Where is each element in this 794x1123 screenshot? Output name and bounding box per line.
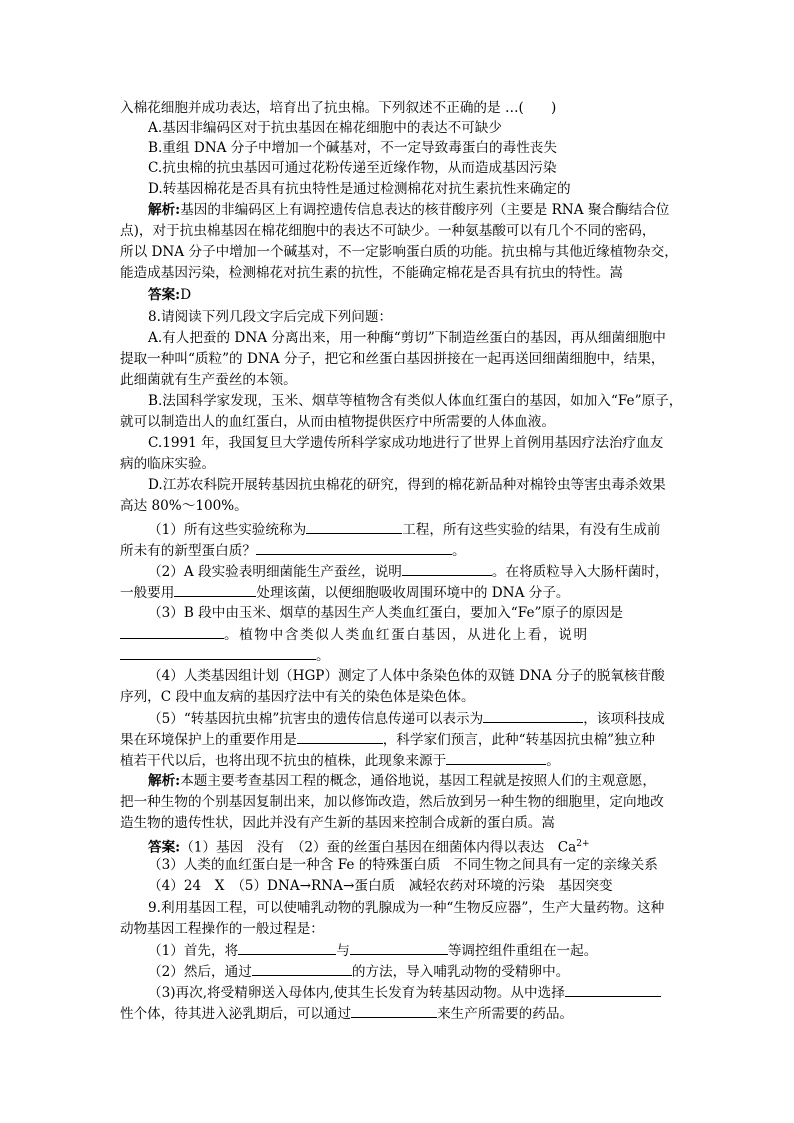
q8-sub5-text: 植若干代以后，也将出现不抗虫的植株，此现象来源于 <box>120 753 447 769</box>
q8-sub2-text: 。在将质粒导入大肠杆菌时， <box>491 564 669 580</box>
q8-sub5-text: 果在环境保护上的重要作用是 <box>120 732 297 748</box>
q7-analysis-text: 点)，对于抗虫棉基因在棉花细胞中的表达不可缺少。一种氨基酸可以有几个不同的密码， <box>120 223 656 239</box>
q8-sub3-line: （3）B 段中由玉米、烟草的基因生产人类血红蛋白，要加入“Fe”原子的原因是 <box>148 605 623 621</box>
q9-sub2-line <box>148 961 569 982</box>
q8-answer-text: （1）基因 没有 （2）蚕的丝蛋白基因在细菌体内得以表达 Ca <box>180 839 577 856</box>
q8-sub1-text: 。 <box>451 543 466 559</box>
q9-sub3-text: （3)再次,将受精卵送入母体内,使其生长发育为转基因动物。从中选择 <box>148 985 565 1001</box>
q9-sub2-text: （2）然后，通过 <box>148 964 252 980</box>
q8-sub1-text: 所未有的新型蛋白质？ <box>120 543 256 559</box>
q8-sub2-text: （2）A 段实验表明细菌能生产蚕丝，说明 <box>148 564 402 580</box>
q8-sub3-line <box>120 645 330 666</box>
q7-stem: 入棉花细胞并成功表达，培育出了抗虫棉。下列叙述不正确的是 …( ) <box>120 100 557 116</box>
q8-analysis-text: 把一种生物的个别基因复制出来，加以修饰改造，然后放到另一种生物的细胞里，定向地改 <box>120 794 664 810</box>
q9-sub3-line <box>148 982 661 1003</box>
q7-analysis-text: 所以 DNA 分子中增加一个碱基对，不一定影响蛋白质的功能。抗虫棉与其他近缘植物杂交， <box>120 244 678 260</box>
q8-answer-text: （4）24 X （5）DNA→RNA→蛋白质 减轻农药对环境的污染 基因突变 <box>148 878 613 894</box>
q9-sub1-text: （1）首先，将 <box>148 943 239 959</box>
q8-sub2-text: 处理该菌，以便细胞吸收周围环境中的 DNA 分子。 <box>256 585 570 601</box>
q8-sub4-line: 序列，C 段中血友病的基因疗法中有关的染色体是染色体。 <box>120 689 475 705</box>
q9-sub1-text: 等调控组件重组在一起。 <box>447 943 598 959</box>
q9-stem: 动物基因工程操作的一般过程是： <box>120 921 324 937</box>
answer-blank[interactable] <box>402 561 492 576</box>
q8-analysis-text: 本题主要考查基因工程的概念，通俗地说，基因工程就是按照人们的主观意愿， <box>180 773 656 789</box>
q8-sub5-text: 。 <box>546 753 560 769</box>
q8-sub2-line <box>120 582 570 603</box>
q7-answer-line <box>148 285 191 305</box>
q8-analysis-line <box>148 771 656 791</box>
q9-sub3-text: 来生产所需要的药品。 <box>437 1006 574 1022</box>
answer-blank[interactable] <box>174 582 256 597</box>
q7-answer-label: 答案: <box>148 287 181 303</box>
q9-sub1-text: 与 <box>336 943 350 959</box>
answer-blank[interactable] <box>350 940 448 955</box>
q8-sub5-text: ，科学家们预言，此种“转基因抗虫棉”独立种 <box>382 732 655 748</box>
q9-sub3-text: 性个体，待其进入泌乳期后，可以通过 <box>120 1006 352 1022</box>
q8-analysis-label: 解析: <box>148 773 181 789</box>
q8-answer-superscript: 2+ <box>576 839 590 849</box>
answer-blank[interactable] <box>351 1003 437 1018</box>
answer-blank[interactable] <box>297 729 383 744</box>
answer-blank[interactable] <box>306 519 402 534</box>
answer-blank[interactable] <box>446 750 546 765</box>
q7-option-b: B.重组 DNA 分子中增加一个碱基对，不一定导致毒蛋白的毒性丧失 <box>148 140 557 156</box>
q9-sub2-text: 的方法，导入哺乳动物的受精卵中。 <box>351 964 570 980</box>
q8-sub1-line <box>148 519 660 540</box>
q8-para-d: D.江苏农科院开展转基因抗虫棉花的研究，得到的棉花新品种对棉铃虫等害虫毒杀效果 <box>148 477 666 493</box>
q8-stem: 8.请阅读下列几段文字后完成下列问题： <box>148 309 393 325</box>
q8-sub5-line <box>120 750 560 771</box>
q8-sub4-line: （4）人类基因组计划（HGP）测定了人体中条染色体的双链 DNA 分子的脱氧核苷酸 <box>148 668 665 684</box>
answer-blank[interactable] <box>238 940 336 955</box>
q7-option-c: C.抗虫棉的抗虫基因可通过花粉传递至近缘作物，从而造成基因污染 <box>148 160 557 176</box>
q8-sub2-line <box>148 561 669 582</box>
answer-blank[interactable] <box>256 540 452 555</box>
q8-analysis-text: 造生物的遗传性状，因此并没有产生新的基因来控制合成新的蛋白质。嵩 <box>120 815 555 831</box>
q8-para-a: A.有人把蚕的 DNA 分离出来，用一种酶“剪切”下制造丝蛋白的基因，再从细菌细胞中 <box>148 330 666 346</box>
q8-sub2-text: 一般要用 <box>120 585 175 601</box>
q8-sub3-text: 。 <box>316 648 330 664</box>
q9-sub1-line <box>148 940 597 961</box>
q9-stem: 9.利用基因工程，可以使哺乳动物的乳腺成为一种“生物反应器”，生产大量药物。这种 <box>148 900 665 916</box>
q8-para-c: C.1991 年，我国复旦大学遗传所科学家成功地进行了世界上首例用基因疗法治疗血友 <box>148 435 664 451</box>
answer-blank[interactable] <box>565 982 661 997</box>
q7-option-a: A.基因非编码区对于抗虫基因在棉花细胞中的表达不可缺少 <box>148 120 502 136</box>
q7-analysis-line <box>148 200 669 220</box>
q8-sub1-text: 工程，所有这些实验的结果，有没有生成前 <box>402 522 661 538</box>
q8-para-d: 高达 80%～100%。 <box>120 498 248 514</box>
q8-sub5-text: ，该项科技成 <box>583 711 665 727</box>
q7-analysis-text: 能造成基因污染，检测棉花对抗生素的抗性，不能确定棉花是否具有抗虫的特性。嵩 <box>120 265 623 281</box>
q8-sub5-line <box>148 708 665 729</box>
q8-para-a: 提取一种叫“质粒”的 DNA 分子，把它和丝蛋白基因拼接在一起再送回细菌细胞中，结果， <box>120 351 665 367</box>
answer-blank[interactable] <box>120 624 224 639</box>
q9-sub3-line <box>120 1003 573 1024</box>
q8-sub3-line <box>120 624 589 645</box>
answer-blank[interactable] <box>483 708 583 723</box>
q8-para-c: 病的临床实验。 <box>120 456 216 472</box>
answer-blank[interactable] <box>120 645 316 660</box>
q8-para-b: 就可以制造出人的血红蛋白，从而由植物提供医疗中所需要的人体血液。 <box>120 414 555 430</box>
q8-sub1-line <box>120 540 466 561</box>
q8-para-a: 此细菌就有生产蚕丝的本领。 <box>120 372 297 388</box>
q7-answer-value: D <box>180 287 192 303</box>
q8-sub5-text: （5）“转基因抗虫棉”抗害虫的遗传信息传递可以表示为 <box>148 711 484 727</box>
q8-sub1-text: （1）所有这些实验统称为 <box>148 522 307 538</box>
answer-blank[interactable] <box>252 961 352 976</box>
q8-sub3-text: 。植物中含类似人类血红蛋白基因，从进化上看，说明 <box>224 627 589 643</box>
q8-sub5-line <box>120 729 655 750</box>
q8-answer-line <box>148 834 590 858</box>
q8-para-b: B.法国科学家发现，玉米、烟草等植物含有类似人体血红蛋白的基因，如加入“Fe”原子， <box>148 393 683 409</box>
q8-answer-text: （3）人类的血红蛋白是一种含 Fe 的特殊蛋白质 不同生物之间具有一定的亲缘关系 <box>148 857 658 873</box>
q8-answer-label: 答案: <box>148 839 181 856</box>
q7-analysis-text: 基因的非编码区上有调控遗传信息表达的核苷酸序列（主要是 RNA 聚合酶结合位 <box>180 202 670 218</box>
q7-option-d: D.转基因棉花是否具有抗虫特性是通过检测棉花对抗生素抗性来确定的 <box>148 181 571 197</box>
q7-analysis-label: 解析: <box>148 202 181 218</box>
